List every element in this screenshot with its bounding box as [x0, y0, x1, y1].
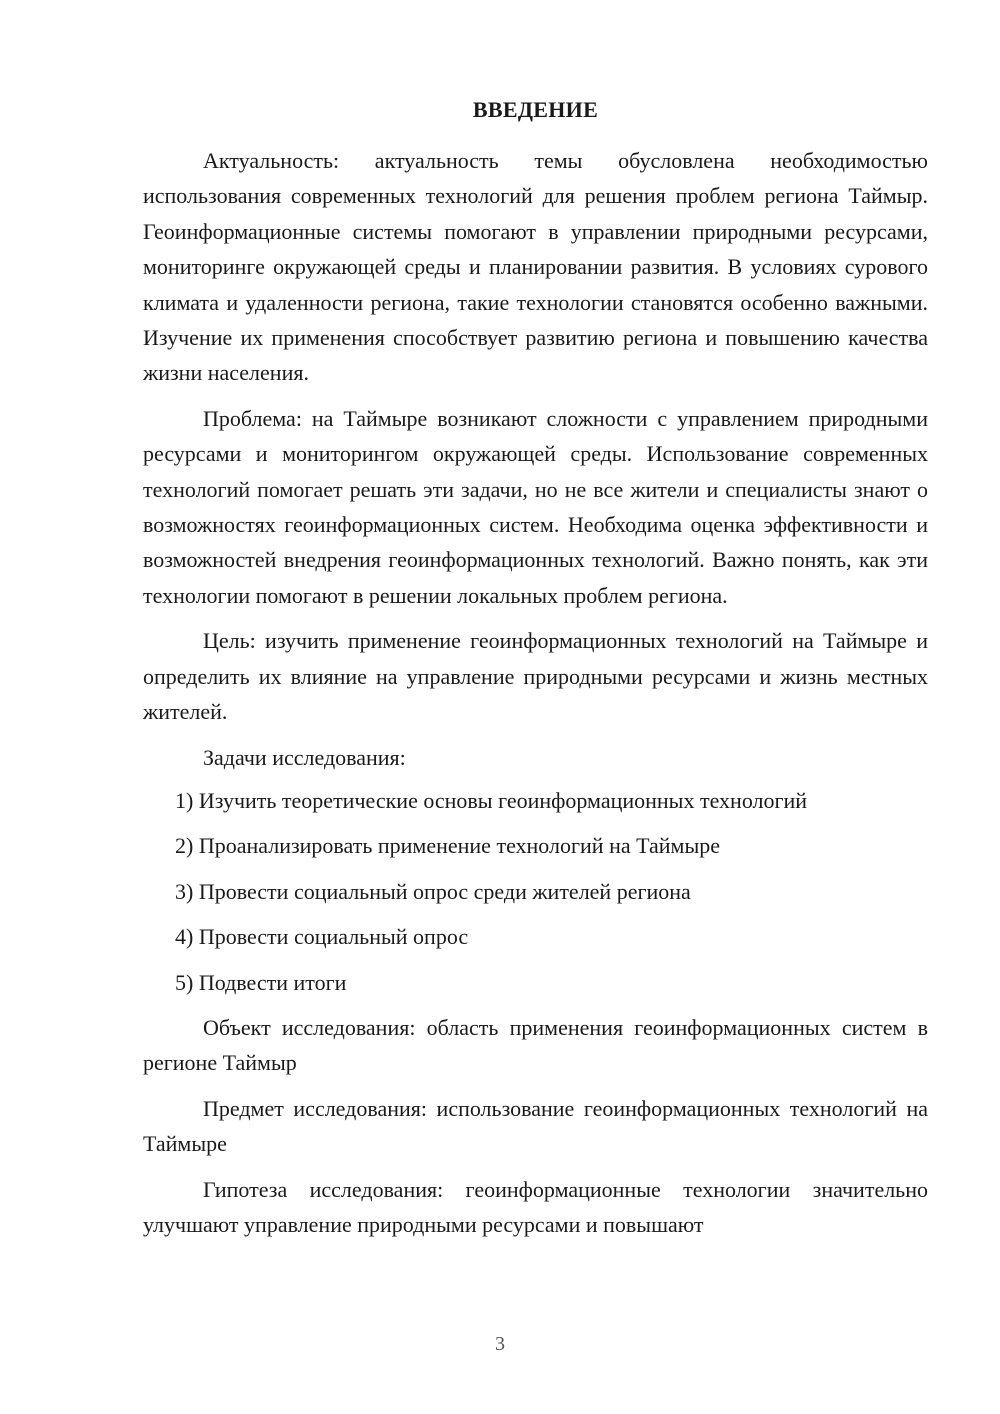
task-item-3: 3) Провести социальный опрос среди жителей региона — [175, 878, 691, 904]
object-paragraph: Объект исследования: область применения геоинформационных систем в регионе Таймыр — [143, 1014, 928, 1076]
hypothesis-paragraph: Гипотеза исследования: геоинформационные технологии значительно улучшают управление природными ресурсами и повышают — [143, 1176, 928, 1237]
page-number: 3 — [495, 1333, 505, 1355]
subject-paragraph: Предмет исследования: использование геоинформационных технологий на Таймыре — [143, 1095, 928, 1157]
task-list — [143, 783, 928, 1000]
task-item-5: 5) Подвести итоги — [175, 969, 347, 995]
task-item-2: 2) Проанализировать применение технологий на Таймыре — [175, 833, 721, 859]
document-page — [143, 95, 928, 1252]
section-title: ВВЕДЕНИЕ — [472, 97, 599, 122]
problem-paragraph: Проблема: на Таймыре возникают сложности с управлением природными ресурсами и мониторингом окружающей среды. Использование современных технологий помогает решать эти задачи, но не все жители и специалисты знают о возможностях геоинформационных систем. Необходима оценка эффективности и возможностей внедрения геоинформационных технологий. Важно понять, как эти технологии помогают в решении локальных проблем региона. — [143, 405, 928, 608]
task-item-1: 1) Изучить теоретические основы геоинформационных технологий — [175, 787, 808, 813]
relevance-paragraph: Актуальность: актуальность темы обусловлена необходимостью использования современных технологий для решения проблем региона Таймыр. Геоинформационные системы помогают в управлении природными ресурсами, мониторинге окружающей среды и планировании развития. В условиях сурового климата и удаленности региона, такие технологии становятся особенно важными. Изучение их применения способствует развитию региона и повышению качества жизни населения. — [143, 148, 928, 386]
task-item-4: 4) Провести социальный опрос — [175, 924, 469, 950]
tasks-heading: Задачи исследования: — [203, 744, 406, 770]
goal-paragraph: Цель: изучить применение геоинформационных технологий на Таймыре и определить их влияние на управление природными ресурсами и жизнь местных жителей. — [143, 628, 928, 725]
